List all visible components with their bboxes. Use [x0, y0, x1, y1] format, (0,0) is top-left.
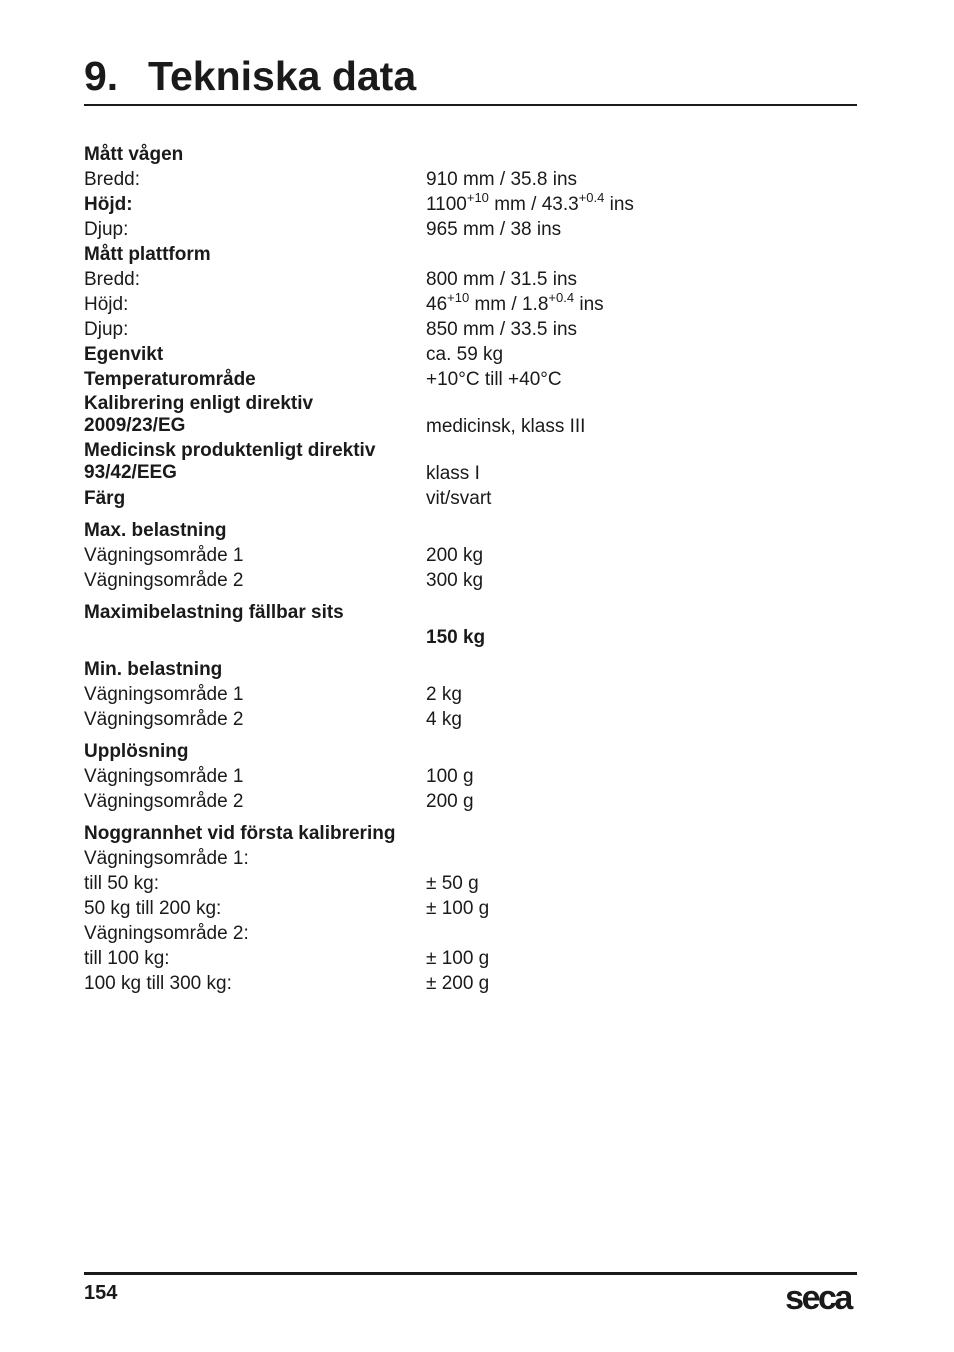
- spec-row: [84, 921, 857, 946]
- spec-value: vit/svart: [426, 488, 492, 509]
- spec-label: Vägningsområde 1: [84, 684, 244, 705]
- spec-value: 200 kg: [426, 545, 484, 566]
- spec-label: Bredd:: [84, 269, 140, 290]
- spec-value: 4 kg: [426, 709, 462, 730]
- spec-heading: [84, 440, 375, 484]
- spec-heading: [84, 393, 313, 437]
- spec-heading: Noggrannhet vid första kalibrering: [84, 823, 396, 844]
- seca-logo: [777, 1276, 859, 1316]
- spec-row: [84, 543, 857, 568]
- value-part: ins: [604, 194, 634, 215]
- spec-value: 150 kg: [426, 627, 486, 648]
- spec-row: [84, 167, 857, 192]
- spec-value: +10°C till +40°C: [426, 369, 562, 390]
- tolerance-superscript: +10: [466, 189, 489, 205]
- heading-line: 2009/23/EG: [84, 415, 186, 436]
- tolerance-superscript: +0.4: [548, 289, 575, 305]
- spec-row: [84, 267, 857, 292]
- spec-row: [84, 764, 857, 789]
- spec-row: [84, 946, 857, 971]
- spec-value: ± 50 g: [426, 873, 479, 894]
- spec-label: Bredd:: [84, 169, 140, 190]
- spec-row: [84, 739, 857, 764]
- value-part: mm / 1.8: [469, 294, 549, 315]
- spec-label: Vägningsområde 2: [84, 709, 244, 730]
- spec-value: ± 200 g: [426, 973, 490, 994]
- value-part: 46: [426, 294, 448, 315]
- spec-heading: Temperaturområde: [84, 369, 256, 390]
- spec-heading: Mått vågen: [84, 144, 184, 165]
- spec-label: Vägningsområde 2: [84, 791, 244, 812]
- spec-value: ± 100 g: [426, 898, 490, 919]
- header-rule: [84, 104, 857, 106]
- spec-table: [84, 142, 857, 996]
- spec-heading: Mått plattform: [84, 244, 211, 265]
- section-number: 9.: [84, 53, 119, 99]
- spec-value: 910 mm / 35.8 ins: [426, 169, 578, 190]
- spec-label: Höjd:: [84, 194, 133, 215]
- spec-value: 200 g: [426, 791, 474, 812]
- spec-label: 50 kg till 200 kg:: [84, 898, 222, 919]
- spec-label: Vägningsområde 1: [84, 766, 244, 787]
- spec-row: [84, 217, 857, 242]
- spec-row: [84, 600, 857, 625]
- spec-row: [84, 367, 857, 392]
- spec-row: [84, 242, 857, 267]
- spec-label: Vägningsområde 1:: [84, 848, 249, 869]
- spec-label: Vägningsområde 2: [84, 570, 244, 591]
- spec-label: Djup:: [84, 219, 129, 240]
- spec-value: 100 g: [426, 766, 474, 787]
- footer-rule: [84, 1272, 857, 1275]
- spec-row: [84, 821, 857, 846]
- spec-value: [426, 189, 634, 217]
- seca-logo-text: seca: [785, 1279, 851, 1316]
- spec-row: [84, 707, 857, 732]
- spec-row: [84, 568, 857, 593]
- spec-heading: Upplösning: [84, 741, 189, 762]
- spec-value: 800 mm / 31.5 ins: [426, 269, 578, 290]
- tolerance-superscript: +0.4: [578, 189, 605, 205]
- spec-label: till 50 kg:: [84, 873, 159, 894]
- spec-row: [84, 657, 857, 682]
- spec-heading: Egenvikt: [84, 344, 164, 365]
- spec-value: ± 100 g: [426, 948, 490, 969]
- page-title: [84, 52, 416, 100]
- spec-row: [84, 486, 857, 511]
- spec-value: klass I: [426, 463, 480, 484]
- spec-label: Vägningsområde 1: [84, 545, 244, 566]
- spec-row: [84, 682, 857, 707]
- page-number: 154: [84, 1282, 118, 1304]
- spec-value: 2 kg: [426, 684, 462, 705]
- spec-row: [84, 439, 857, 486]
- spec-row: [84, 518, 857, 543]
- spec-row: [84, 142, 857, 167]
- spec-row: [84, 846, 857, 871]
- value-part: 1100: [426, 194, 467, 215]
- section-title: Tekniska data: [148, 53, 417, 99]
- tolerance-superscript: +10: [447, 289, 470, 305]
- spec-value: 300 kg: [426, 570, 484, 591]
- spec-heading: Maximibelastning fällbar sits: [84, 602, 344, 623]
- spec-heading: Max. belastning: [84, 520, 227, 541]
- spec-heading: Min. belastning: [84, 659, 223, 680]
- spec-label: Höjd:: [84, 294, 129, 315]
- spec-row: [84, 871, 857, 896]
- spec-row: [84, 342, 857, 367]
- value-part: ins: [574, 294, 604, 315]
- spec-row: [84, 625, 857, 650]
- value-part: mm / 43.3: [488, 194, 579, 215]
- spec-label: 100 kg till 300 kg:: [84, 973, 232, 994]
- heading-line: Kalibrering enligt direktiv: [84, 393, 314, 414]
- spec-row: [84, 317, 857, 342]
- spec-label: till 100 kg:: [84, 948, 170, 969]
- spec-row: [84, 789, 857, 814]
- spec-label: Vägningsområde 2:: [84, 923, 249, 944]
- spec-row: [84, 189, 857, 217]
- spec-row: [84, 392, 857, 439]
- spec-value: 850 mm / 33.5 ins: [426, 319, 578, 340]
- spec-row: [84, 289, 857, 317]
- heading-line: 93/42/EEG: [84, 462, 177, 483]
- spec-heading: Färg: [84, 488, 126, 509]
- spec-value: medicinsk, klass III: [426, 416, 586, 437]
- spec-value: ca. 59 kg: [426, 344, 504, 365]
- spec-label: Djup:: [84, 319, 129, 340]
- spec-value: [426, 289, 604, 317]
- spec-value: 965 mm / 38 ins: [426, 219, 562, 240]
- heading-line: Medicinsk produktenligt direktiv: [84, 440, 376, 461]
- spec-row: [84, 971, 857, 996]
- spec-row: [84, 896, 857, 921]
